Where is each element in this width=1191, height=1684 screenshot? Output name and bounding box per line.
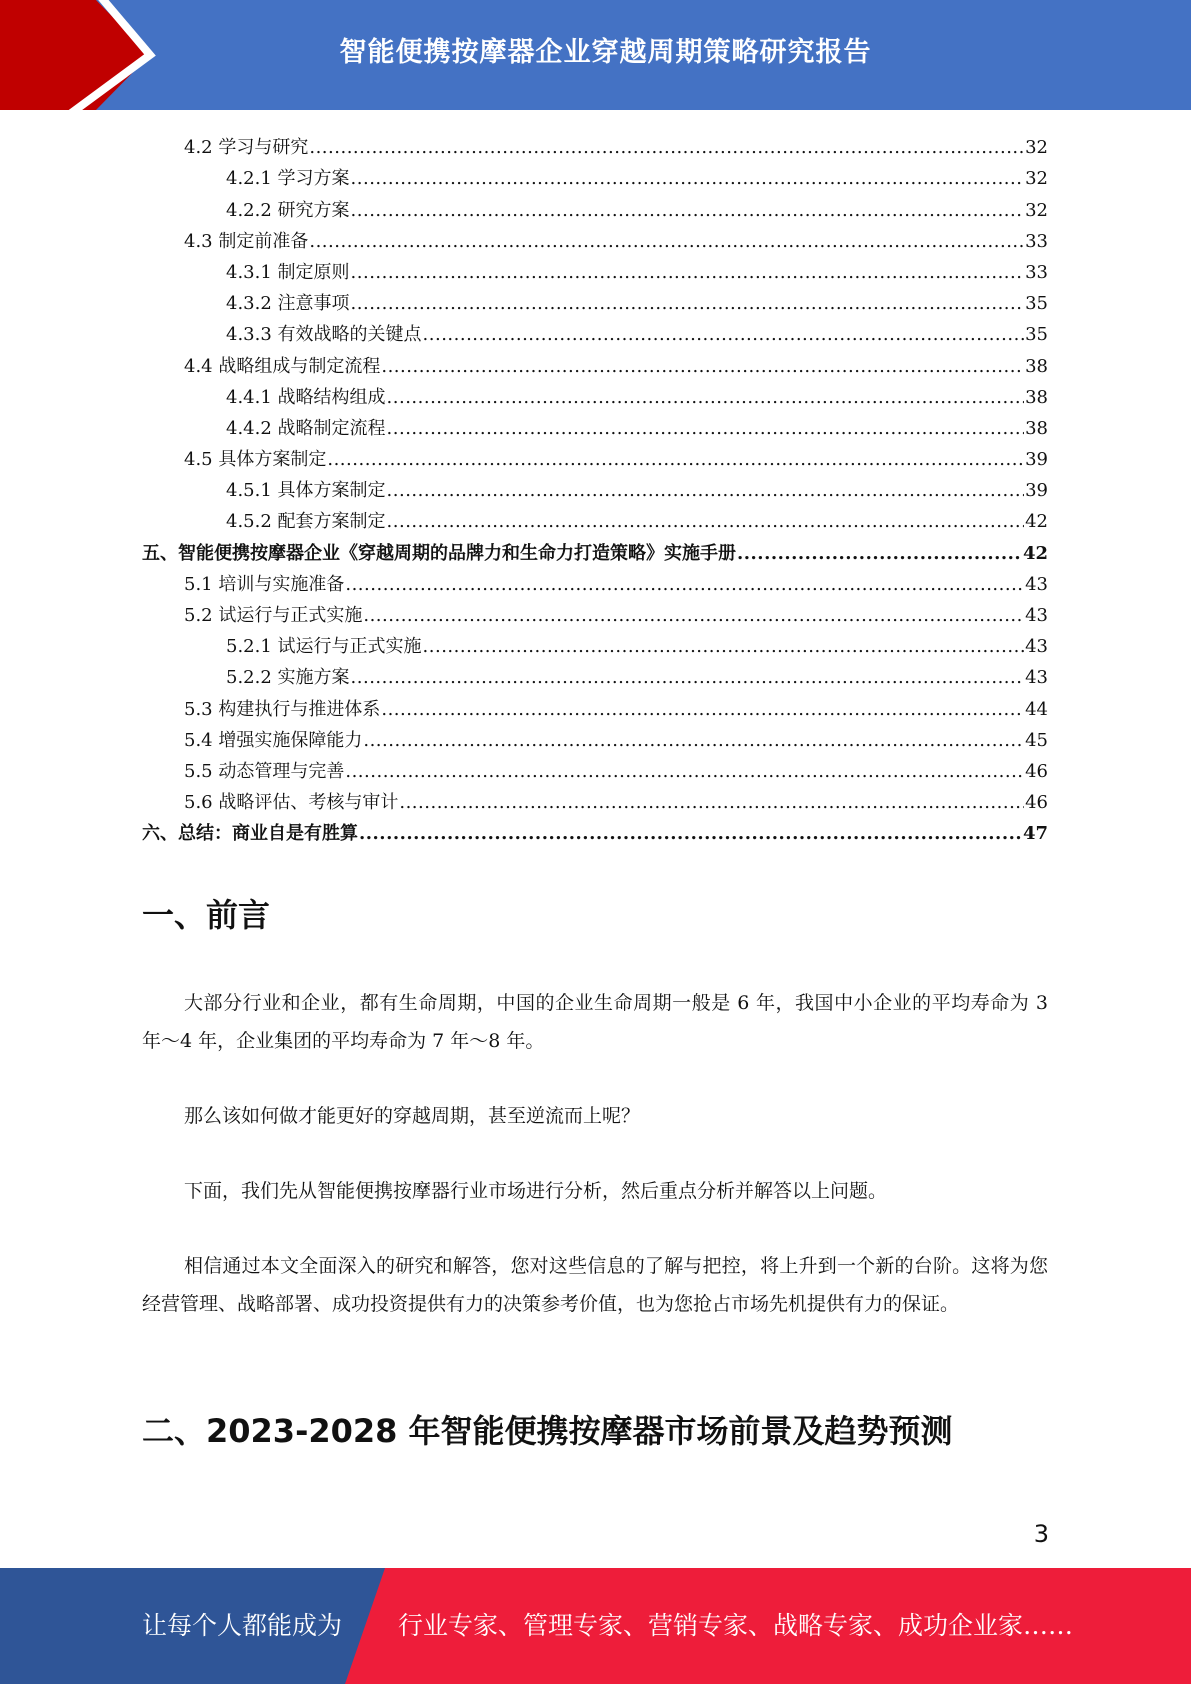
toc-entry-label: 5.1 培训与实施准备	[184, 573, 345, 595]
toc-entry-page: 32	[1025, 168, 1048, 190]
toc-entry[interactable]	[142, 752, 1048, 783]
toc-entry[interactable]	[142, 814, 1048, 845]
toc-leader-dots	[351, 262, 1025, 284]
toc-leader-dots	[351, 293, 1025, 315]
toc-entry[interactable]	[142, 253, 1048, 284]
toc-entry[interactable]	[142, 721, 1048, 752]
toc-entry-page: 39	[1025, 480, 1048, 502]
paragraph: 那么该如何做才能更好的穿越周期，甚至逆流而上呢？	[184, 1105, 641, 1127]
toc-entry[interactable]	[142, 471, 1048, 502]
toc-entry-label: 4.3.1 制定原则	[226, 261, 350, 283]
toc-entry[interactable]	[142, 378, 1048, 409]
toc-entry-page: 39	[1025, 449, 1048, 471]
paragraph: 相信通过本文全面深入的研究和解答，您对这些信息的了解与把控，将上升到一个新的台阶。这将为您经营管理、战略部署、成功投资提供有力的决策参考价值，也为您抢占市场先机提供有力的保证。	[142, 1255, 1048, 1315]
toc-leader-dots	[423, 324, 1025, 346]
toc-entry-page: 47	[1022, 823, 1048, 845]
page-footer	[0, 1568, 1191, 1684]
toc-leader-dots	[363, 605, 1024, 627]
report-title: 智能便携按摩器企业穿越周期策略研究报告	[339, 37, 872, 68]
toc-leader-dots	[387, 480, 1025, 502]
toc-entry-page: 43	[1025, 573, 1048, 595]
toc-entry[interactable]	[142, 409, 1048, 440]
toc-entry-label: 4.2.1 学习方案	[226, 168, 350, 190]
toc-entry-page: 46	[1025, 792, 1048, 814]
toc-entry[interactable]	[142, 284, 1048, 315]
section-heading-preface: 一、前言	[142, 896, 271, 934]
toc-entry[interactable]	[142, 502, 1048, 533]
toc-entry[interactable]	[142, 627, 1048, 658]
toc-leader-dots	[327, 449, 1024, 471]
toc-entry-label: 六、总结：商业自是有胜算	[142, 823, 358, 845]
toc-leader-dots	[381, 699, 1024, 721]
paragraph: 下面，我们先从智能便携按摩器行业市场进行分析，然后重点分析并解答以上问题。	[184, 1180, 888, 1202]
toc-entry-label: 4.2 学习与研究	[184, 137, 309, 159]
paragraph: 大部分行业和企业，都有生命周期，中国的企业生命周期一般是 6 年，我国中小企业的平均寿命为 3 年～4 年，企业集团的平均寿命为 7 年～8 年。	[142, 992, 1048, 1052]
toc-leader-dots	[387, 418, 1025, 440]
page-header	[0, 0, 1191, 110]
toc-entry[interactable]	[142, 783, 1048, 814]
toc-entry-label: 5.2.2 实施方案	[226, 667, 350, 689]
toc-entry-page: 42	[1022, 542, 1048, 564]
toc-entry-page: 43	[1025, 636, 1048, 658]
toc-leader-dots	[351, 667, 1025, 689]
section-heading-market-outlook: 二、2023-2028 年智能便携按摩器市场前景及趋势预测	[142, 1412, 953, 1450]
toc-entry-page: 32	[1025, 137, 1048, 159]
toc-entry[interactable]	[142, 565, 1048, 596]
toc-leader-dots	[363, 730, 1024, 752]
toc-entry-page: 38	[1025, 355, 1048, 377]
toc-entry[interactable]	[142, 533, 1048, 564]
toc-leader-dots	[345, 761, 1024, 783]
toc-entry-page: 38	[1025, 417, 1048, 439]
toc-entry-label: 4.4 战略组成与制定流程	[184, 355, 381, 377]
toc-leader-dots	[309, 137, 1024, 159]
toc-entry[interactable]	[142, 440, 1048, 471]
toc-leader-dots	[387, 511, 1025, 533]
toc-entry[interactable]	[142, 222, 1048, 253]
toc-entry-page: 33	[1025, 261, 1048, 283]
toc-entry[interactable]	[142, 689, 1048, 720]
toc-entry-page: 43	[1025, 667, 1048, 689]
toc-entry-page: 43	[1025, 605, 1048, 626]
toc-entry-page: 32	[1025, 199, 1048, 221]
table-of-contents	[142, 128, 1048, 845]
toc-leader-dots	[399, 792, 1024, 814]
page-number: 3	[1033, 1520, 1049, 1548]
toc-entry-label: 4.3.2 注意事项	[226, 293, 350, 315]
toc-entry[interactable]	[142, 596, 1048, 627]
toc-entry-label: 4.5 具体方案制定	[184, 449, 327, 471]
toc-entry-page: 35	[1025, 324, 1048, 346]
toc-entry-label: 4.3 制定前准备	[184, 230, 309, 252]
toc-leader-dots	[423, 636, 1025, 658]
footer-slogan-right: 行业专家、管理专家、营销专家、战略专家、成功企业家……	[398, 1611, 1074, 1640]
toc-entry-label: 4.3.3 有效战略的关键点	[226, 324, 422, 346]
toc-leader-dots	[345, 574, 1024, 596]
toc-entry-label: 5.2.1 试运行与正式实施	[226, 636, 422, 658]
toc-entry[interactable]	[142, 315, 1048, 346]
footer-slogan-left: 让每个人都能成为	[142, 1611, 343, 1640]
toc-entry[interactable]	[142, 159, 1048, 190]
toc-entry-page: 33	[1025, 230, 1048, 252]
toc-entry-label: 5.5 动态管理与完善	[184, 760, 345, 782]
toc-entry-label: 5.4 增强实施保障能力	[184, 729, 363, 751]
toc-entry[interactable]	[142, 346, 1048, 377]
toc-entry-label: 5.6 战略评估、考核与审计	[184, 792, 399, 814]
toc-leader-dots	[387, 387, 1025, 409]
toc-entry-label: 4.4.1 战略结构组成	[226, 386, 386, 408]
toc-entry-page: 46	[1025, 760, 1048, 782]
toc-entry[interactable]	[142, 128, 1048, 159]
toc-entry-label: 5.2 试运行与正式实施	[184, 605, 363, 626]
toc-entry[interactable]	[142, 190, 1048, 221]
toc-entry-label: 4.5.1 具体方案制定	[226, 480, 386, 502]
toc-entry-label: 4.5.2 配套方案制定	[226, 511, 386, 533]
toc-leader-dots	[359, 823, 1022, 845]
toc-leader-dots	[381, 356, 1024, 378]
toc-leader-dots	[351, 168, 1025, 190]
toc-entry-label: 4.4.2 战略制定流程	[226, 417, 386, 439]
toc-entry[interactable]	[142, 658, 1048, 689]
toc-leader-dots	[351, 200, 1025, 222]
toc-entry-page: 42	[1025, 511, 1048, 533]
toc-entry-page: 38	[1025, 386, 1048, 408]
toc-entry-label: 4.2.2 研究方案	[226, 199, 350, 221]
toc-entry-page: 35	[1025, 293, 1048, 315]
toc-entry-page: 45	[1025, 729, 1048, 751]
toc-entry-label: 五、智能便携按摩器企业《穿越周期的品牌力和生命力打造策略》实施手册	[142, 542, 736, 564]
toc-leader-dots	[737, 543, 1022, 565]
toc-leader-dots	[309, 231, 1024, 253]
toc-entry-page: 44	[1025, 698, 1048, 720]
toc-entry-label: 5.3 构建执行与推进体系	[184, 698, 381, 720]
